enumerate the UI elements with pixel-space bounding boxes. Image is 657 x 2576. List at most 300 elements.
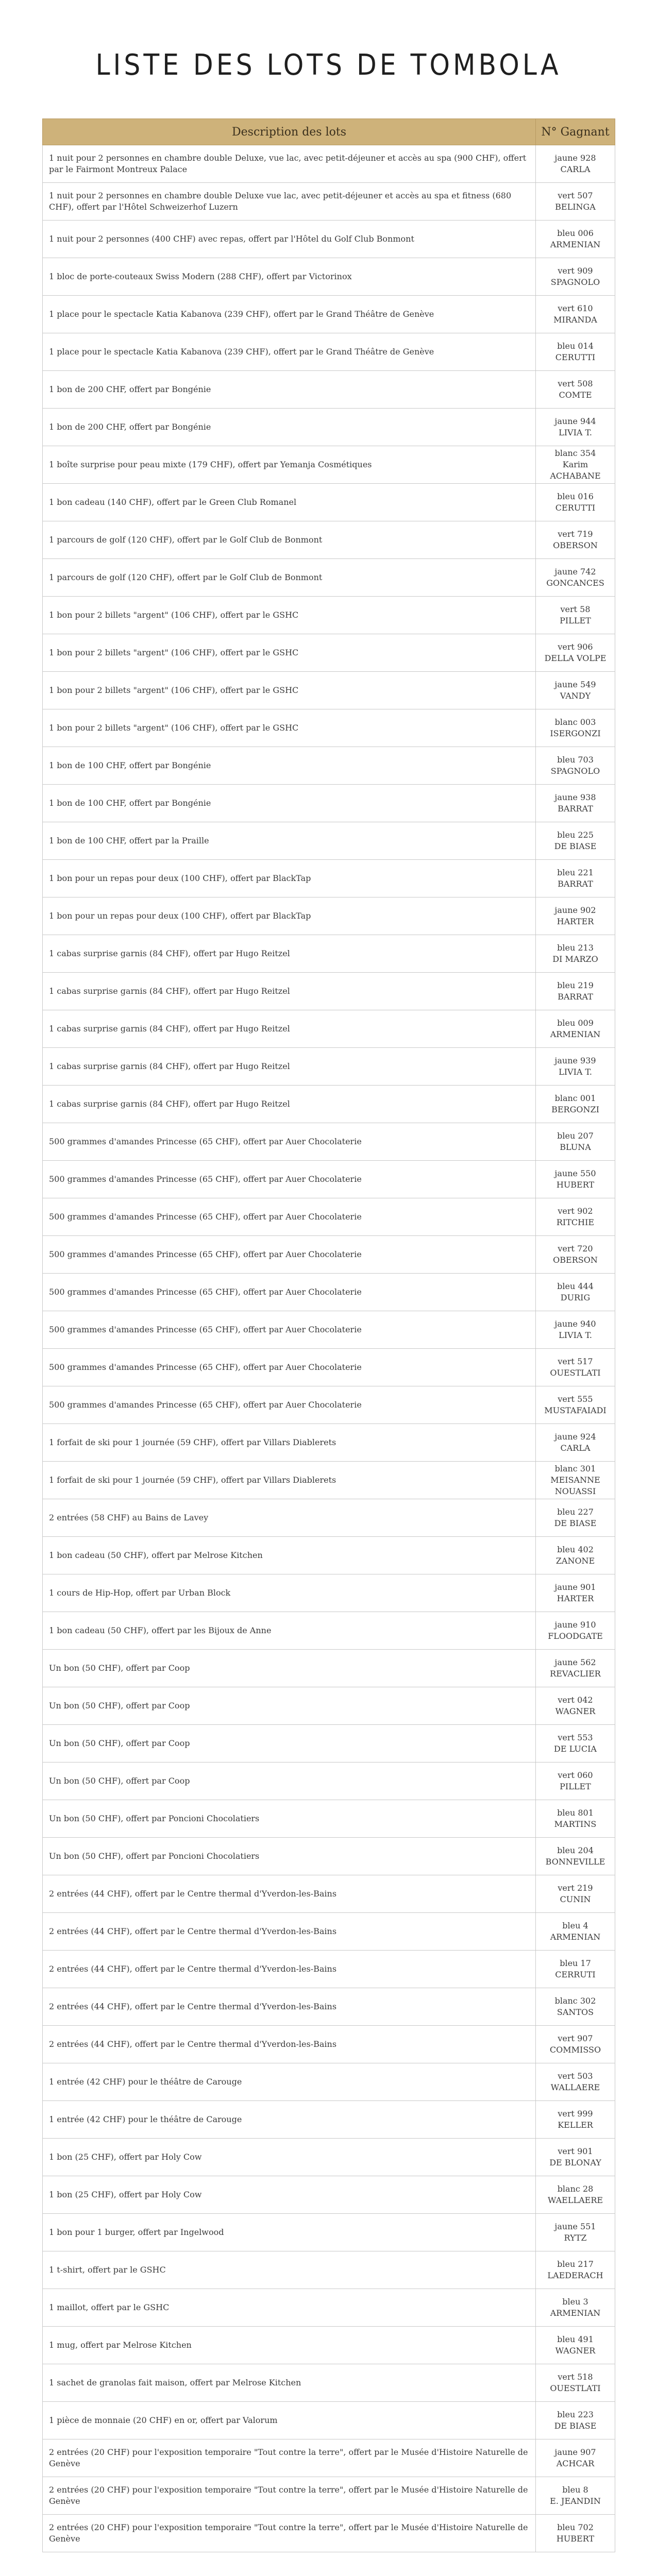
table-row	[43, 822, 615, 860]
lot-description: 500 grammes d'amandes Princesse (65 CHF), offert par Auer Chocolaterie	[43, 1123, 536, 1161]
table-row	[43, 1198, 615, 1236]
table-row	[43, 2214, 615, 2251]
winner-name: DELLA VOLPE	[544, 653, 607, 663]
winner-cell	[536, 2402, 615, 2439]
lot-description: 500 grammes d'amandes Princesse (65 CHF), offert par Auer Chocolaterie	[43, 1386, 536, 1424]
lot-description: 2 entrées (44 CHF), offert par le Centre thermal d'Yverdon-les-Bains	[43, 1951, 536, 1988]
winner-name: ACHCAR	[556, 2459, 595, 2468]
winner-name: CERUTTI	[555, 503, 596, 513]
table-row	[43, 2176, 615, 2214]
winner-cell	[536, 672, 615, 709]
winner-ticket-number: vert 553	[558, 1733, 593, 1742]
winner-ticket-number: bleu 016	[557, 492, 594, 501]
winner-ticket-number: vert 555	[558, 1394, 593, 1404]
winner-name: ARMENIAN	[550, 1029, 601, 1039]
winner-cell	[536, 2327, 615, 2364]
lot-description: 1 bon pour 2 billets "argent" (106 CHF), offert par le GSHC	[43, 634, 536, 672]
winner-ticket-number: vert 909	[558, 266, 593, 276]
winner-cell	[536, 1274, 615, 1311]
winner-ticket-number: vert 610	[558, 303, 593, 313]
winner-ticket-number: vert 042	[558, 1695, 593, 1705]
winner-ticket-number: jaune 902	[554, 905, 596, 915]
table-row	[43, 1424, 615, 1462]
winner-ticket-number: bleu 006	[557, 228, 594, 238]
winner-name: CERRUTI	[555, 1970, 596, 1979]
winner-name: PILLET	[560, 616, 591, 625]
table-row	[43, 2251, 615, 2289]
table-row	[43, 1650, 615, 1687]
lot-description: 1 bon cadeau (50 CHF), offert par les Bijoux de Anne	[43, 1612, 536, 1650]
lot-description: 1 pièce de monnaie (20 CHF) en or, offert par Valorum	[43, 2402, 536, 2439]
winner-cell	[536, 1386, 615, 1424]
winner-name: DI MARZO	[552, 954, 598, 964]
winner-ticket-number: bleu 219	[557, 980, 594, 990]
table-row	[43, 333, 615, 371]
lot-description: Un bon (50 CHF), offert par Poncioni Chocolatiers	[43, 1838, 536, 1875]
winner-cell	[536, 2026, 615, 2063]
table-row	[43, 860, 615, 897]
winner-name: ARMENIAN	[550, 240, 601, 249]
winner-cell	[536, 1048, 615, 1086]
winner-cell	[536, 2251, 615, 2289]
table-row	[43, 1762, 615, 1800]
winner-ticket-number: bleu 402	[557, 1545, 594, 1554]
winner-ticket-number: bleu 225	[557, 830, 594, 840]
lot-description: 1 entrée (42 CHF) pour le théâtre de Carouge	[43, 2101, 536, 2139]
winner-cell	[536, 1875, 615, 1913]
winner-ticket-number: vert 503	[558, 2071, 593, 2081]
table-row	[43, 1875, 615, 1913]
winner-ticket-number: bleu 217	[557, 2259, 594, 2269]
winner-cell	[536, 1236, 615, 1274]
winner-cell	[536, 409, 615, 446]
table-row	[43, 897, 615, 935]
lot-description: 1 bon pour 2 billets "argent" (106 CHF), offert par le GSHC	[43, 709, 536, 747]
winner-ticket-number: blanc 28	[557, 2184, 594, 2194]
lot-description: 500 grammes d'amandes Princesse (65 CHF), offert par Auer Chocolaterie	[43, 1236, 536, 1274]
table-row	[43, 446, 615, 484]
winner-name: ZANONE	[555, 1556, 595, 1566]
lot-description: 1 forfait de ski pour 1 journée (59 CHF), offert par Villars Diablerets	[43, 1424, 536, 1462]
lot-description: 2 entrées (20 CHF) pour l'exposition temporaire "Tout contre la terre", offert par le Musée d'Histoire Naturelle de Genève	[43, 2515, 536, 2552]
winner-cell	[536, 2063, 615, 2101]
winner-cell	[536, 183, 615, 221]
winner-ticket-number: vert 719	[558, 529, 593, 539]
winner-name: HARTER	[557, 1594, 594, 1603]
winner-cell	[536, 1913, 615, 1951]
winner-name: OBERSON	[553, 540, 598, 550]
lot-description: 1 bon pour 1 burger, offert par Ingelwood	[43, 2214, 536, 2251]
winner-cell	[536, 559, 615, 597]
winner-name: DE BIASE	[554, 1518, 597, 1528]
winner-cell	[536, 1838, 615, 1875]
table-row	[43, 1913, 615, 1951]
winner-name: WAGNER	[555, 2346, 596, 2355]
winner-cell	[536, 1462, 615, 1499]
winner-cell	[536, 1311, 615, 1349]
table-row	[43, 2477, 615, 2515]
winner-ticket-number: bleu 207	[557, 1131, 594, 1141]
winner-name: DE BIASE	[554, 2421, 597, 2431]
lot-description: 500 grammes d'amandes Princesse (65 CHF), offert par Auer Chocolaterie	[43, 1161, 536, 1198]
winner-name: COMTE	[559, 390, 592, 400]
winner-cell	[536, 1800, 615, 1838]
winner-name: BERGONZI	[551, 1105, 599, 1114]
table-row	[43, 709, 615, 747]
winner-name: OUESTLATI	[550, 1368, 601, 1378]
winner-cell	[536, 1612, 615, 1650]
winner-cell	[536, 785, 615, 822]
winner-cell	[536, 521, 615, 559]
winner-cell	[536, 1687, 615, 1725]
winner-ticket-number: jaune 928	[554, 153, 596, 163]
winner-ticket-number: jaune 550	[554, 1168, 596, 1178]
winner-name: BLUNA	[560, 1142, 591, 1152]
winner-ticket-number: bleu 4	[562, 1921, 588, 1930]
winner-name: LIVIA T.	[559, 1067, 592, 1077]
lot-description: 500 grammes d'amandes Princesse (65 CHF), offert par Auer Chocolaterie	[43, 1198, 536, 1236]
winner-name: BARRAT	[558, 879, 593, 889]
lot-description: 1 bon de 100 CHF, offert par Bongénie	[43, 785, 536, 822]
table-row	[43, 1462, 615, 1499]
table-row	[43, 935, 615, 973]
lot-description: Un bon (50 CHF), offert par Coop	[43, 1650, 536, 1687]
winner-cell	[536, 1424, 615, 1462]
lot-description: 500 grammes d'amandes Princesse (65 CHF), offert par Auer Chocolaterie	[43, 1311, 536, 1349]
lot-description: 1 cabas surprise garnis (84 CHF), offert par Hugo Reitzel	[43, 1048, 536, 1086]
lot-description: 1 entrée (42 CHF) pour le théâtre de Carouge	[43, 2063, 536, 2101]
lot-description: 2 entrées (44 CHF), offert par le Centre thermal d'Yverdon-les-Bains	[43, 2026, 536, 2063]
winner-ticket-number: bleu 801	[557, 1808, 594, 1818]
table-row	[43, 747, 615, 785]
lot-description: 2 entrées (20 CHF) pour l'exposition temporaire "Tout contre la terre", offert par le Musée d'Histoire Naturelle de Genève	[43, 2477, 536, 2515]
winner-name: MIRANDA	[553, 315, 597, 325]
table-row	[43, 634, 615, 672]
lot-description: 1 place pour le spectacle Katia Kabanova (239 CHF), offert par le Grand Théâtre de Genève	[43, 296, 536, 333]
winner-cell	[536, 935, 615, 973]
winner-cell	[536, 2439, 615, 2477]
winner-name: CARLA	[560, 1443, 591, 1453]
winner-ticket-number: jaune 901	[554, 1582, 596, 1592]
winner-ticket-number: bleu 221	[557, 868, 594, 877]
table-row	[43, 1048, 615, 1086]
table-row	[43, 2515, 615, 2552]
winner-name: HUBERT	[556, 1180, 595, 1190]
winner-name: BONNEVILLE	[545, 1857, 605, 1867]
winner-cell	[536, 1951, 615, 1988]
winner-cell	[536, 2176, 615, 2214]
winner-name: DE LUCIA	[554, 1744, 597, 1754]
table-row	[43, 1386, 615, 1424]
winner-ticket-number: jaune 551	[554, 2222, 596, 2231]
winner-cell	[536, 333, 615, 371]
winner-name: RITCHIE	[556, 1217, 595, 1227]
winner-ticket-number: vert 508	[558, 379, 593, 388]
lot-description: 1 bon pour un repas pour deux (100 CHF), offert par BlackTap	[43, 860, 536, 897]
table-row	[43, 2364, 615, 2402]
winner-cell	[536, 1725, 615, 1762]
winner-name: MARTINS	[554, 1819, 597, 1829]
table-row	[43, 1161, 615, 1198]
lot-description: 1 maillot, offert par le GSHC	[43, 2289, 536, 2327]
lots-body	[43, 145, 615, 2552]
winner-cell	[536, 747, 615, 785]
winner-name: ISERGONZI	[550, 728, 601, 738]
table-row	[43, 183, 615, 221]
table-row	[43, 371, 615, 409]
winner-name: CARLA	[560, 164, 591, 174]
winner-cell	[536, 1650, 615, 1687]
winner-ticket-number: jaune 910	[554, 1620, 596, 1630]
winner-name: HARTER	[557, 917, 594, 926]
winner-name: VANDY	[560, 691, 591, 701]
winner-name: FLOODGATE	[548, 1631, 603, 1641]
winner-cell	[536, 1762, 615, 1800]
table-row	[43, 2327, 615, 2364]
lot-description: 500 grammes d'amandes Princesse (65 CHF), offert par Auer Chocolaterie	[43, 1349, 536, 1386]
winner-name: LAEDERACH	[547, 2270, 603, 2280]
winner-ticket-number: jaune 944	[554, 416, 596, 426]
winner-name: MEISANNE NOUASSI	[550, 1475, 600, 1496]
header-description: Description des lots	[43, 119, 536, 145]
table-row	[43, 1499, 615, 1537]
table-row	[43, 1687, 615, 1725]
winner-name: CERUTTI	[555, 352, 596, 362]
winner-name: REVACLIER	[550, 1669, 601, 1679]
table-row	[43, 2289, 615, 2327]
lot-description: 1 bon pour 2 billets "argent" (106 CHF), offert par le GSHC	[43, 672, 536, 709]
table-row	[43, 2101, 615, 2139]
winner-ticket-number: vert 901	[558, 2146, 593, 2156]
winner-ticket-number: jaune 742	[554, 567, 596, 577]
winner-cell	[536, 2214, 615, 2251]
winner-cell	[536, 2364, 615, 2402]
winner-cell	[536, 2101, 615, 2139]
table-row	[43, 296, 615, 333]
winner-ticket-number: bleu 703	[557, 755, 594, 765]
winner-ticket-number: blanc 302	[554, 1996, 596, 2006]
lot-description: 1 bon de 200 CHF, offert par Bongénie	[43, 409, 536, 446]
winner-ticket-number: vert 060	[558, 1770, 593, 1780]
winner-cell	[536, 2289, 615, 2327]
lot-description: 1 place pour le spectacle Katia Kabanova (239 CHF), offert par le Grand Théâtre de Genève	[43, 333, 536, 371]
winner-ticket-number: jaune 907	[554, 2447, 596, 2457]
table-row	[43, 484, 615, 521]
winner-cell	[536, 221, 615, 258]
lot-description: 1 cabas surprise garnis (84 CHF), offert par Hugo Reitzel	[43, 1010, 536, 1048]
winner-cell	[536, 1988, 615, 2026]
lot-description: 1 cabas surprise garnis (84 CHF), offert par Hugo Reitzel	[43, 935, 536, 973]
winner-cell	[536, 822, 615, 860]
winner-name: SPAGNOLO	[550, 277, 600, 287]
lot-description: 2 entrées (20 CHF) pour l'exposition temporaire "Tout contre la terre", offert par le Musée d'Histoire Naturelle de Genève	[43, 2439, 536, 2477]
winner-ticket-number: jaune 940	[554, 1319, 596, 1329]
lot-description: 1 bon de 100 CHF, offert par Bongénie	[43, 747, 536, 785]
table-row	[43, 559, 615, 597]
lot-description: 1 bon pour 2 billets "argent" (106 CHF), offert par le GSHC	[43, 597, 536, 634]
winner-cell	[536, 897, 615, 935]
winner-cell	[536, 1349, 615, 1386]
winner-name: CUNIN	[560, 1894, 591, 1904]
table-row	[43, 1010, 615, 1048]
table-row	[43, 2439, 615, 2477]
table-row	[43, 1800, 615, 1838]
table-row	[43, 1537, 615, 1574]
winner-cell	[536, 1499, 615, 1537]
winner-ticket-number: vert 58	[560, 604, 591, 614]
lot-description: 1 bon pour un repas pour deux (100 CHF), offert par BlackTap	[43, 897, 536, 935]
winner-cell	[536, 1086, 615, 1123]
winner-name: BELINGA	[555, 202, 596, 212]
winner-cell	[536, 2139, 615, 2176]
table-row	[43, 785, 615, 822]
winner-name: ARMENIAN	[550, 2308, 601, 2318]
table-row	[43, 145, 615, 183]
winner-cell	[536, 1198, 615, 1236]
table-row	[43, 1236, 615, 1274]
winner-name: E. JEANDIN	[550, 2496, 601, 2506]
winner-cell	[536, 860, 615, 897]
table-row	[43, 1725, 615, 1762]
winner-cell	[536, 597, 615, 634]
lot-description: 1 parcours de golf (120 CHF), offert par le Golf Club de Bonmont	[43, 521, 536, 559]
winner-ticket-number: vert 517	[558, 1357, 593, 1366]
winner-name: BARRAT	[558, 804, 593, 814]
winner-ticket-number: bleu 444	[557, 1281, 594, 1291]
winner-cell	[536, 484, 615, 521]
winner-ticket-number: bleu 8	[562, 2485, 588, 2495]
winner-ticket-number: vert 518	[558, 2372, 593, 2382]
table-row	[43, 1123, 615, 1161]
winner-ticket-number: bleu 3	[562, 2297, 588, 2307]
table-row	[43, 409, 615, 446]
winner-name: GONCANCES	[546, 578, 604, 588]
lot-description: 2 entrées (58 CHF) au Bains de Lavey	[43, 1499, 536, 1537]
winner-name: WAGNER	[555, 1706, 596, 1716]
lots-table	[42, 118, 615, 2552]
winner-name: LIVIA T.	[559, 428, 592, 437]
lot-description: 1 forfait de ski pour 1 journée (59 CHF), offert par Villars Diablerets	[43, 1462, 536, 1499]
winner-name: WAELLAERE	[547, 2195, 603, 2205]
winner-ticket-number: bleu 223	[557, 2410, 594, 2419]
winner-cell	[536, 2515, 615, 2552]
lot-description: 2 entrées (44 CHF), offert par le Centre thermal d'Yverdon-les-Bains	[43, 1988, 536, 2026]
table-row	[43, 973, 615, 1010]
winner-cell	[536, 145, 615, 183]
lot-description: 1 sachet de granolas fait maison, offert par Melrose Kitchen	[43, 2364, 536, 2402]
table-row	[43, 1612, 615, 1650]
table-row	[43, 2139, 615, 2176]
lot-description: 500 grammes d'amandes Princesse (65 CHF), offert par Auer Chocolaterie	[43, 1274, 536, 1311]
winner-ticket-number: bleu 213	[557, 943, 594, 953]
lot-description: Un bon (50 CHF), offert par Poncioni Chocolatiers	[43, 1800, 536, 1838]
lot-description: 1 bon de 200 CHF, offert par Bongénie	[43, 371, 536, 409]
lot-description: 1 bon (25 CHF), offert par Holy Cow	[43, 2176, 536, 2214]
table-row	[43, 258, 615, 296]
header-winner: N° Gagnant	[536, 119, 615, 145]
winner-name: DURIG	[560, 1293, 591, 1302]
winner-cell	[536, 1161, 615, 1198]
winner-name: HUBERT	[556, 2534, 595, 2544]
winner-cell	[536, 258, 615, 296]
table-row	[43, 221, 615, 258]
winner-name: DE BLONAY	[549, 2158, 601, 2167]
lot-description: 1 cabas surprise garnis (84 CHF), offert par Hugo Reitzel	[43, 973, 536, 1010]
winner-ticket-number: jaune 549	[554, 680, 596, 689]
winner-name: PILLET	[560, 1782, 591, 1791]
table-row	[43, 1951, 615, 1988]
table-row	[43, 1988, 615, 2026]
winner-ticket-number: bleu 009	[557, 1018, 594, 1028]
table-row	[43, 597, 615, 634]
table-row	[43, 1086, 615, 1123]
table-row	[43, 521, 615, 559]
winner-name: RYTZ	[564, 2233, 587, 2243]
winner-ticket-number: vert 720	[558, 1244, 593, 1253]
table-row	[43, 672, 615, 709]
winner-ticket-number: bleu 17	[560, 1958, 591, 1968]
winner-name: OUESTLATI	[550, 2383, 601, 2393]
lot-description: Un bon (50 CHF), offert par Coop	[43, 1687, 536, 1725]
winner-name: MUSTAFAIADI	[544, 1405, 607, 1415]
winner-ticket-number: jaune 924	[554, 1432, 596, 1442]
lot-description: 1 bon cadeau (140 CHF), offert par le Green Club Romanel	[43, 484, 536, 521]
lot-description: 1 bloc de porte-couteaux Swiss Modern (288 CHF), offert par Victorinox	[43, 258, 536, 296]
winner-cell	[536, 1537, 615, 1574]
table-row	[43, 1274, 615, 1311]
winner-name: OBERSON	[553, 1255, 598, 1265]
lot-description: 2 entrées (44 CHF), offert par le Centre thermal d'Yverdon-les-Bains	[43, 1913, 536, 1951]
page-title: LISTE DES LOTS DE TOMBOLA	[95, 48, 562, 82]
winner-cell	[536, 1010, 615, 1048]
lot-description: 1 parcours de golf (120 CHF), offert par le Golf Club de Bonmont	[43, 559, 536, 597]
winner-name: SANTOS	[557, 2007, 594, 2017]
winner-ticket-number: jaune 562	[554, 1657, 596, 1667]
winner-name: WALLAERE	[550, 2082, 600, 2092]
lot-description: 1 mug, offert par Melrose Kitchen	[43, 2327, 536, 2364]
winner-name: ARMENIAN	[550, 1932, 601, 1942]
winner-cell	[536, 296, 615, 333]
table-row	[43, 1838, 615, 1875]
winner-cell	[536, 371, 615, 409]
winner-ticket-number: bleu 227	[557, 1507, 594, 1517]
lot-description: 2 entrées (44 CHF), offert par le Centre thermal d'Yverdon-les-Bains	[43, 1875, 536, 1913]
lot-description: 1 bon de 100 CHF, offert par la Praille	[43, 822, 536, 860]
table-row	[43, 1349, 615, 1386]
lot-description: 1 cabas surprise garnis (84 CHF), offert par Hugo Reitzel	[43, 1086, 536, 1123]
lot-description: 1 bon cadeau (50 CHF), offert par Melrose Kitchen	[43, 1537, 536, 1574]
winner-name: COMMISSO	[549, 2045, 601, 2055]
winner-cell	[536, 446, 615, 484]
winner-cell	[536, 2477, 615, 2515]
winner-ticket-number: blanc 301	[554, 1464, 596, 1473]
lot-description: Un bon (50 CHF), offert par Coop	[43, 1725, 536, 1762]
lot-description: 1 boîte surprise pour peau mixte (179 CHF), offert par Yemanja Cosmétiques	[43, 446, 536, 484]
lot-description: Un bon (50 CHF), offert par Coop	[43, 1762, 536, 1800]
winner-name: SPAGNOLO	[550, 766, 600, 776]
lot-description: 1 nuit pour 2 personnes en chambre double Deluxe, vue lac, avec petit-déjeuner et accès au spa (900 CHF), offert par le Fairmont Montreux Palace	[43, 145, 536, 183]
table-header-row	[43, 119, 615, 145]
winner-name: KELLER	[558, 2120, 593, 2130]
winner-cell	[536, 634, 615, 672]
lot-description: 1 nuit pour 2 personnes (400 CHF) avec repas, offert par l'Hôtel du Golf Club Bonmont	[43, 221, 536, 258]
winner-ticket-number: vert 906	[558, 642, 593, 652]
winner-ticket-number: jaune 938	[554, 792, 596, 802]
winner-ticket-number: jaune 939	[554, 1056, 596, 1065]
winner-ticket-number: vert 902	[558, 1206, 593, 1216]
lot-description: 1 t-shirt, offert par le GSHC	[43, 2251, 536, 2289]
winner-ticket-number: vert 507	[558, 191, 593, 200]
